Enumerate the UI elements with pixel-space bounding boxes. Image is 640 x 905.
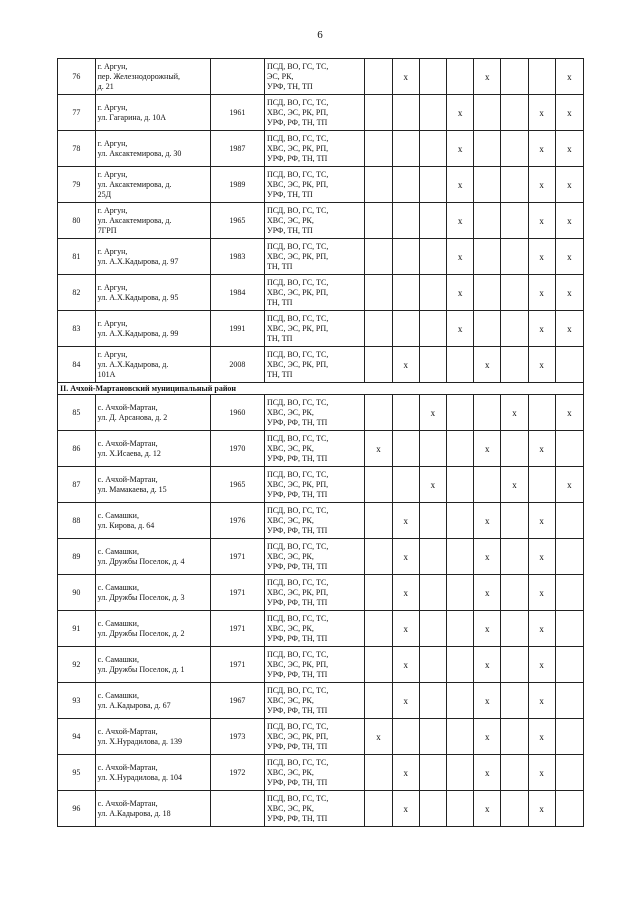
address-cell: с. Самашки, ул. Дружбы Поселок, д. 3	[95, 575, 210, 611]
row-number-cell: 93	[58, 683, 96, 719]
year-cell: 1987	[210, 131, 264, 167]
works-cell: ПСД, ВО, ГС, ТС, ХВС, ЭС, РК, УРФ, РФ, ТН, ТП	[265, 611, 365, 647]
mark-cell	[392, 719, 419, 755]
table-row	[58, 59, 584, 95]
mark-cell	[365, 131, 392, 167]
address-cell: с. Ачхой-Мартан, ул. Х.Нурадилова, д. 139	[95, 719, 210, 755]
mark-cell	[555, 539, 583, 575]
table-row	[58, 575, 584, 611]
mark-cell	[501, 647, 528, 683]
mark-cell	[365, 395, 392, 431]
table-row	[58, 647, 584, 683]
mark-cell: x	[528, 131, 555, 167]
year-cell: 1971	[210, 611, 264, 647]
mark-cell	[555, 791, 583, 827]
mark-cell	[446, 683, 473, 719]
mark-cell	[501, 719, 528, 755]
mark-cell	[528, 59, 555, 95]
address-cell: с. Самашки, ул. А.Кадырова, д. 67	[95, 683, 210, 719]
mark-cell: x	[555, 203, 583, 239]
mark-cell: x	[555, 131, 583, 167]
mark-cell	[474, 203, 501, 239]
mark-cell: x	[365, 719, 392, 755]
mark-cell	[419, 539, 446, 575]
address-cell: с. Ачхой-Мартан, ул. Х.Нурадилова, д. 104	[95, 755, 210, 791]
row-number-cell: 82	[58, 275, 96, 311]
mark-cell	[365, 95, 392, 131]
mark-cell	[555, 719, 583, 755]
address-cell: г. Аргун, ул. Аксактемирова, д. 30	[95, 131, 210, 167]
mark-cell	[501, 347, 528, 383]
mark-cell	[501, 503, 528, 539]
mark-cell	[446, 719, 473, 755]
mark-cell: x	[528, 647, 555, 683]
table-row	[58, 755, 584, 791]
year-cell: 1989	[210, 167, 264, 203]
year-cell: 1972	[210, 755, 264, 791]
works-cell: ПСД, ВО, ГС, ТС, ХВС, ЭС, РК, УРФ, РФ, ТН, ТП	[265, 395, 365, 431]
address-cell: г. Аргун, пер. Железнодорожный, д. 21	[95, 59, 210, 95]
address-cell: г. Аргун, ул. Аксактемирова, д. 25Д	[95, 167, 210, 203]
address-cell: с. Ачхой-Мартан, ул. Х.Исаева, д. 12	[95, 431, 210, 467]
year-cell: 1965	[210, 203, 264, 239]
mark-cell: x	[392, 59, 419, 95]
year-cell: 1970	[210, 431, 264, 467]
mark-cell: x	[528, 719, 555, 755]
row-number-cell: 78	[58, 131, 96, 167]
mark-cell: x	[474, 431, 501, 467]
mark-cell	[446, 467, 473, 503]
mark-cell	[419, 719, 446, 755]
row-number-cell: 87	[58, 467, 96, 503]
works-cell: ПСД, ВО, ГС, ТС, ХВС, ЭС, РК, РП, ТН, ТП	[265, 347, 365, 383]
mark-cell: x	[528, 431, 555, 467]
row-number-cell: 94	[58, 719, 96, 755]
mark-cell	[501, 611, 528, 647]
address-cell: г. Аргун, ул. А.Х.Кадырова, д. 97	[95, 239, 210, 275]
mark-cell: x	[474, 575, 501, 611]
section-row	[58, 383, 584, 395]
mark-cell: x	[528, 203, 555, 239]
mark-cell: x	[528, 791, 555, 827]
year-cell: 2008	[210, 347, 264, 383]
mark-cell	[419, 683, 446, 719]
row-number-cell: 76	[58, 59, 96, 95]
works-cell: ПСД, ВО, ГС, ТС, ХВС, ЭС, РК, УРФ, РФ, ТН, ТП	[265, 431, 365, 467]
mark-cell: x	[528, 575, 555, 611]
mark-cell	[446, 755, 473, 791]
mark-cell	[365, 683, 392, 719]
mark-cell	[446, 611, 473, 647]
mark-cell: x	[528, 311, 555, 347]
mark-cell: x	[474, 791, 501, 827]
mark-cell	[501, 203, 528, 239]
mark-cell	[419, 791, 446, 827]
mark-cell: x	[474, 647, 501, 683]
mark-cell: x	[555, 395, 583, 431]
works-cell: ПСД, ВО, ГС, ТС, ХВС, ЭС, РК, РП, УРФ, РФ, ТН, ТП	[265, 719, 365, 755]
mark-cell	[501, 311, 528, 347]
mark-cell	[555, 431, 583, 467]
year-cell: 1971	[210, 575, 264, 611]
year-cell: 1967	[210, 683, 264, 719]
mark-cell: x	[392, 611, 419, 647]
mark-cell	[474, 167, 501, 203]
works-cell: ПСД, ВО, ГС, ТС, ХВС, ЭС, РК, РП, ТН, ТП	[265, 275, 365, 311]
mark-cell	[474, 467, 501, 503]
table-row	[58, 203, 584, 239]
mark-cell	[501, 575, 528, 611]
mark-cell	[501, 431, 528, 467]
mark-cell	[419, 575, 446, 611]
works-cell: ПСД, ВО, ГС, ТС, ХВС, ЭС, РК, УРФ, РФ, ТН, ТП	[265, 791, 365, 827]
mark-cell: x	[392, 791, 419, 827]
table-row	[58, 683, 584, 719]
mark-cell: x	[501, 467, 528, 503]
row-number-cell: 95	[58, 755, 96, 791]
works-cell: ПСД, ВО, ГС, ТС, ХВС, ЭС, РК, РП, УРФ, РФ, ТН, ТП	[265, 467, 365, 503]
mark-cell: x	[446, 167, 473, 203]
section-title: II. Ачхой-Мартановский муниципальный район	[58, 383, 584, 395]
table-row	[58, 539, 584, 575]
mark-cell	[555, 683, 583, 719]
row-number-cell: 84	[58, 347, 96, 383]
year-cell: 1961	[210, 95, 264, 131]
mark-cell	[528, 395, 555, 431]
works-cell: ПСД, ВО, ГС, ТС, ХВС, ЭС, РК, РП, УРФ, РФ, ТН, ТП	[265, 95, 365, 131]
mark-cell: x	[555, 59, 583, 95]
mark-cell	[446, 59, 473, 95]
table-row	[58, 611, 584, 647]
table-row	[58, 131, 584, 167]
mark-cell: x	[474, 719, 501, 755]
year-cell: 1965	[210, 467, 264, 503]
mark-cell	[555, 611, 583, 647]
mark-cell: x	[446, 311, 473, 347]
mark-cell: x	[528, 239, 555, 275]
mark-cell	[365, 503, 392, 539]
mark-cell	[555, 647, 583, 683]
mark-cell	[446, 503, 473, 539]
works-cell: ПСД, ВО, ГС, ТС, ЭС, РК, УРФ, ТН, ТП	[265, 59, 365, 95]
works-cell: ПСД, ВО, ГС, ТС, ХВС, ЭС, РК, РП, ТН, ТП	[265, 311, 365, 347]
mark-cell	[555, 503, 583, 539]
mark-cell: x	[501, 395, 528, 431]
works-cell: ПСД, ВО, ГС, ТС, ХВС, ЭС, РК, УРФ, РФ, ТН, ТП	[265, 539, 365, 575]
works-cell: ПСД, ВО, ГС, ТС, ХВС, ЭС, РК, УРФ, РФ, ТН, ТП	[265, 503, 365, 539]
mark-cell	[365, 647, 392, 683]
mark-cell: x	[392, 539, 419, 575]
row-number-cell: 83	[58, 311, 96, 347]
mark-cell	[555, 347, 583, 383]
year-cell: 1971	[210, 647, 264, 683]
year-cell: 1984	[210, 275, 264, 311]
mark-cell	[392, 431, 419, 467]
mark-cell: x	[555, 167, 583, 203]
mark-cell: x	[392, 503, 419, 539]
mark-cell: x	[555, 467, 583, 503]
mark-cell: x	[528, 683, 555, 719]
mark-cell	[392, 275, 419, 311]
mark-cell	[501, 539, 528, 575]
year-cell: 1971	[210, 539, 264, 575]
page-number: 6	[317, 29, 323, 41]
mark-cell: x	[528, 167, 555, 203]
mark-cell	[501, 167, 528, 203]
mark-cell	[419, 167, 446, 203]
mark-cell	[365, 347, 392, 383]
mark-cell: x	[528, 95, 555, 131]
works-cell: ПСД, ВО, ГС, ТС, ХВС, ЭС, РК, УРФ, РФ, ТН, ТП	[265, 755, 365, 791]
table-row	[58, 311, 584, 347]
mark-cell: x	[446, 131, 473, 167]
register-table	[57, 58, 584, 827]
mark-cell	[365, 203, 392, 239]
mark-cell	[419, 275, 446, 311]
mark-cell	[474, 275, 501, 311]
mark-cell	[474, 131, 501, 167]
row-number-cell: 96	[58, 791, 96, 827]
mark-cell	[365, 59, 392, 95]
mark-cell	[446, 431, 473, 467]
mark-cell: x	[365, 431, 392, 467]
mark-cell	[419, 755, 446, 791]
address-cell: с. Самашки, ул. Дружбы Поселок, д. 1	[95, 647, 210, 683]
mark-cell	[365, 791, 392, 827]
address-cell: г. Аргун, ул. Гагарина, д. 10А	[95, 95, 210, 131]
address-cell: г. Аргун, ул. А.Х.Кадырова, д. 95	[95, 275, 210, 311]
mark-cell: x	[446, 239, 473, 275]
mark-cell	[365, 539, 392, 575]
row-number-cell: 90	[58, 575, 96, 611]
table-row	[58, 275, 584, 311]
mark-cell	[419, 59, 446, 95]
year-cell	[210, 59, 264, 95]
mark-cell	[392, 311, 419, 347]
mark-cell	[365, 755, 392, 791]
table-row	[58, 95, 584, 131]
mark-cell: x	[392, 347, 419, 383]
year-cell: 1983	[210, 239, 264, 275]
mark-cell: x	[392, 755, 419, 791]
address-cell: с. Самашки, ул. Кирова, д. 64	[95, 503, 210, 539]
mark-cell: x	[419, 467, 446, 503]
mark-cell: x	[474, 59, 501, 95]
mark-cell: x	[446, 275, 473, 311]
row-number-cell: 89	[58, 539, 96, 575]
table-row	[58, 719, 584, 755]
mark-cell: x	[474, 755, 501, 791]
mark-cell	[419, 131, 446, 167]
table-row	[58, 431, 584, 467]
mark-cell: x	[528, 611, 555, 647]
address-cell: с. Самашки, ул. Дружбы Поселок, д. 2	[95, 611, 210, 647]
row-number-cell: 85	[58, 395, 96, 431]
mark-cell	[555, 575, 583, 611]
row-number-cell: 91	[58, 611, 96, 647]
works-cell: ПСД, ВО, ГС, ТС, ХВС, ЭС, РК, УРФ, ТН, ТП	[265, 203, 365, 239]
mark-cell	[419, 503, 446, 539]
mark-cell: x	[474, 683, 501, 719]
mark-cell	[392, 167, 419, 203]
mark-cell	[446, 539, 473, 575]
mark-cell	[365, 575, 392, 611]
mark-cell	[474, 395, 501, 431]
mark-cell	[365, 467, 392, 503]
mark-cell	[474, 311, 501, 347]
mark-cell	[419, 311, 446, 347]
mark-cell	[392, 239, 419, 275]
mark-cell: x	[528, 503, 555, 539]
mark-cell	[365, 167, 392, 203]
mark-cell	[446, 395, 473, 431]
mark-cell	[501, 131, 528, 167]
mark-cell	[528, 467, 555, 503]
mark-cell: x	[419, 395, 446, 431]
table-row	[58, 467, 584, 503]
mark-cell	[446, 791, 473, 827]
row-number-cell: 86	[58, 431, 96, 467]
mark-cell	[419, 647, 446, 683]
mark-cell	[501, 755, 528, 791]
mark-cell	[419, 431, 446, 467]
address-cell: с. Самашки, ул. Дружбы Поселок, д. 4	[95, 539, 210, 575]
table-row	[58, 239, 584, 275]
row-number-cell: 79	[58, 167, 96, 203]
table-row	[58, 503, 584, 539]
mark-cell: x	[474, 611, 501, 647]
works-cell: ПСД, ВО, ГС, ТС, ХВС, ЭС, РК, РП, УРФ, ТН, ТП	[265, 167, 365, 203]
mark-cell	[365, 311, 392, 347]
works-cell: ПСД, ВО, ГС, ТС, ХВС, ЭС, РК, РП, УРФ, РФ, ТН, ТП	[265, 131, 365, 167]
table-row	[58, 167, 584, 203]
mark-cell	[419, 611, 446, 647]
mark-cell	[419, 203, 446, 239]
mark-cell	[446, 347, 473, 383]
mark-cell	[365, 611, 392, 647]
address-cell: г. Аргун, ул. А.Х.Кадырова, д. 99	[95, 311, 210, 347]
mark-cell	[474, 239, 501, 275]
row-number-cell: 77	[58, 95, 96, 131]
year-cell: 1976	[210, 503, 264, 539]
row-number-cell: 81	[58, 239, 96, 275]
mark-cell	[419, 95, 446, 131]
table-row	[58, 395, 584, 431]
mark-cell	[419, 239, 446, 275]
mark-cell	[446, 575, 473, 611]
mark-cell	[419, 347, 446, 383]
mark-cell	[501, 683, 528, 719]
mark-cell: x	[555, 95, 583, 131]
mark-cell: x	[446, 203, 473, 239]
mark-cell	[474, 95, 501, 131]
table-row	[58, 791, 584, 827]
address-cell: с. Ачхой-Мартан, ул. А.Кадырова, д. 18	[95, 791, 210, 827]
row-number-cell: 80	[58, 203, 96, 239]
works-cell: ПСД, ВО, ГС, ТС, ХВС, ЭС, РК, РП, УРФ, РФ, ТН, ТП	[265, 647, 365, 683]
mark-cell: x	[555, 275, 583, 311]
mark-cell	[501, 239, 528, 275]
address-cell: г. Аргун, ул. А.Х.Кадырова, д. 101А	[95, 347, 210, 383]
mark-cell	[501, 791, 528, 827]
works-cell: ПСД, ВО, ГС, ТС, ХВС, ЭС, РК, УРФ, РФ, ТН, ТП	[265, 683, 365, 719]
mark-cell	[501, 275, 528, 311]
year-cell: 1991	[210, 311, 264, 347]
mark-cell	[555, 755, 583, 791]
year-cell	[210, 791, 264, 827]
works-cell: ПСД, ВО, ГС, ТС, ХВС, ЭС, РК, РП, ТН, ТП	[265, 239, 365, 275]
mark-cell: x	[474, 347, 501, 383]
mark-cell	[392, 203, 419, 239]
mark-cell	[446, 647, 473, 683]
row-number-cell: 92	[58, 647, 96, 683]
address-cell: г. Аргун, ул. Аксактемирова, д. 7ГРП	[95, 203, 210, 239]
mark-cell	[392, 95, 419, 131]
mark-cell	[501, 59, 528, 95]
mark-cell	[365, 239, 392, 275]
mark-cell: x	[528, 275, 555, 311]
mark-cell	[392, 467, 419, 503]
mark-cell: x	[528, 539, 555, 575]
address-cell: с. Ачхой-Мартан, ул. Мамакаева, д. 15	[95, 467, 210, 503]
mark-cell: x	[446, 95, 473, 131]
mark-cell	[501, 95, 528, 131]
mark-cell: x	[528, 347, 555, 383]
year-cell: 1973	[210, 719, 264, 755]
works-cell: ПСД, ВО, ГС, ТС, ХВС, ЭС, РК, РП, УРФ, РФ, ТН, ТП	[265, 575, 365, 611]
mark-cell	[365, 275, 392, 311]
year-cell: 1960	[210, 395, 264, 431]
mark-cell: x	[392, 647, 419, 683]
mark-cell	[392, 131, 419, 167]
mark-cell: x	[474, 539, 501, 575]
mark-cell: x	[392, 575, 419, 611]
table-row	[58, 347, 584, 383]
row-number-cell: 88	[58, 503, 96, 539]
mark-cell	[392, 395, 419, 431]
mark-cell: x	[555, 311, 583, 347]
mark-cell: x	[528, 755, 555, 791]
mark-cell: x	[555, 239, 583, 275]
mark-cell: x	[392, 683, 419, 719]
mark-cell: x	[474, 503, 501, 539]
address-cell: с. Ачхой-Мартан, ул. Д. Арсанова, д. 2	[95, 395, 210, 431]
